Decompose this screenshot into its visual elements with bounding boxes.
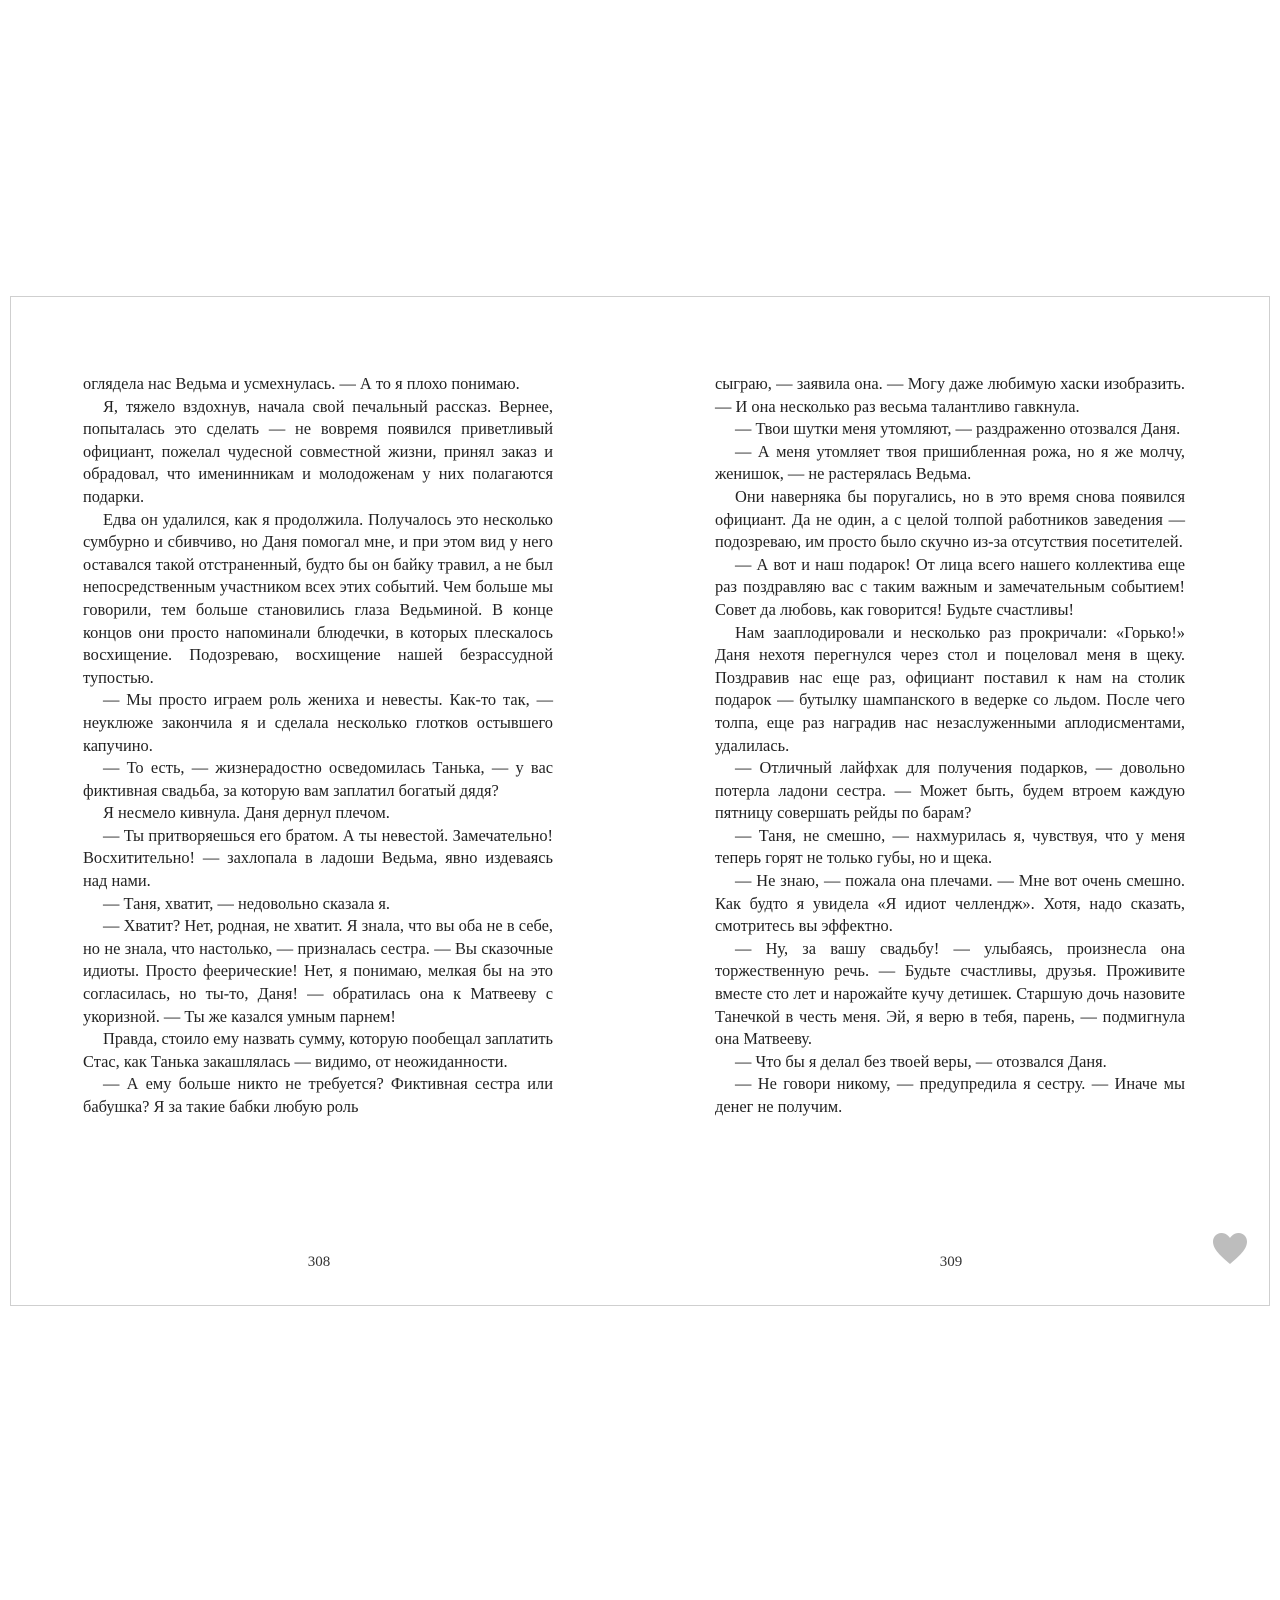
paragraph: — Таня, не смешно, — нахмурилась я, чувствуя, что у меня теперь горят не только губы, но и щека. [715,825,1185,868]
page-number-right: 309 [939,1254,963,1270]
paragraph: сыграю, — заявила она. — Могу даже любимую хаски изобразить. — И она несколько раз весьма талантливо гавкнула. [715,374,1185,416]
paragraph: — А ему больше никто не требуется? Фиктивная сестра или бабушка? Я за такие бабки любую роль [83,1074,553,1116]
paragraph: — То есть, — жизнерадостно осведомилась Танька, — у вас фиктивная свадьба, за которую вам заплатил богатый дядя? [83,758,553,800]
paragraph: — Не знаю, — пожала она плечами. — Мне вот очень смешно. Как будто я увидела «Я идиот челлендж». Хотя, надо сказать, смотритесь вы эффектно. [715,871,1185,936]
paragraph: — Ну, за вашу свадьбу! — улыбаясь, произнесла она торжественную речь. — Будьте счастливы, друзья. Проживите вместе сто лет и нарожайте кучу детишек. Старшую дочь назовите Танечкой в честь меня. Эй, я верю в тебя, парень, — подмигнула она Матвееву. [715,938,1185,1049]
left-page [83,373,553,1119]
paragraph: Я несмело кивнула. Даня дернул плечом. [103,803,390,823]
paragraph: Нам зааплодировали и несколько раз прокричали: «Горько!» Даня нехотя перегнулся через стол и поцеловал меня в щеку. Поздравив нас еще раз, официант поставил к нам на столик подарок — бутылку шампанского в ведерке со льдом. После чего толпа, еще раз наградив нас незаслуженными аплодисментами, удалилась. [715,622,1185,755]
paragraph: Они наверняка бы поругались, но в это время снова появился официант. Да не один, а с целой толпой работников заведения — подозреваю, им просто было скучно из-за отсутствия посетителей. [715,486,1185,552]
paragraph: — А меня утомляет твоя пришибленная рожа, но я же молчу, женишок, — не растерялась Ведьма. [715,441,1185,484]
paragraph: — Твои шутки меня утомляют, — раздраженно отозвался Даня. [735,419,1181,439]
paragraph: — Таня, хватит, — недовольно сказала я. [103,893,391,913]
paragraph: Едва он удалился, как я продолжила. Получалось это несколько сумбурно и сбивчиво, но Даня помогал мне, и при этом вид у него оставался такой отстраненный, будто бы он байку травил, а не был непосредственным участником всех этих событий. Чем больше мы говорили, тем больше становились глаза Ведьминой. В конце концов они просто напоминали блюдечки, в которых плескалось восхищение. Подозреваю, восхищение нашей безрассудной тупостью. [83,509,553,687]
heart-icon [1212,1232,1248,1266]
paragraph: Правда, стоило ему назвать сумму, которую пообещал заплатить Стас, как Танька закашлялась — видимо, от неожиданности. [83,1029,553,1071]
paragraph: — Что бы я делал без твоей веры, — отозвался Даня. [735,1051,1107,1071]
paragraph: — Мы просто играем роль жениха и невесты. Как-то так, — неуклюже закончила я и сделала несколько глотков остывшего капучино. [83,690,553,755]
book-spread [10,296,1270,1306]
paragraph: оглядела нас Ведьма и усмехнулась. — А то я плохо понимаю. [83,374,520,393]
paragraph: — Отличный лайфхак для получения подарков, — довольно потерла ладони сестра. — Может быть, будем втроем каждую пятницу совершать рейды по барам? [715,758,1185,823]
paragraph: Я, тяжело вздохнув, начала свой печальный рассказ. Вернее, попыталась это сделать — не вовремя появился приветливый официант, пожелал чудесной совместной жизни, принял заказ и обрадовал, что именинникам и молодоженам у них полагаются подарки. [83,396,553,506]
paragraph: — А вот и наш подарок! От лица всего нашего коллектива еще раз поздравляю вас с таким важным и замечательным событием! Совет да любовь, как говорится! Будьте счастливы! [715,554,1185,619]
page-number-left: 308 [307,1254,331,1270]
right-page [715,373,1185,1119]
paragraph: — Ты притворяешься его братом. А ты невестой. Замечательно! Восхитительно! — захлопала в ладоши Ведьма, явно издеваясь над нами. [83,825,553,891]
paragraph: — Хватит? Нет, родная, не хватит. Я знала, что вы оба не в себе, но не знала, что настолько, — призналась сестра. — Вы сказочные идиоты. Просто феерические! Нет, я понимаю, мелкая бы на это согласилась, но ты-то, Даня! — обратилась она к Матвееву с укоризной. — Ты же казался умным парнем! [83,916,553,1026]
paragraph: — Не говори никому, — предупредила я сестру. — Иначе мы денег не получим. [715,1074,1185,1116]
